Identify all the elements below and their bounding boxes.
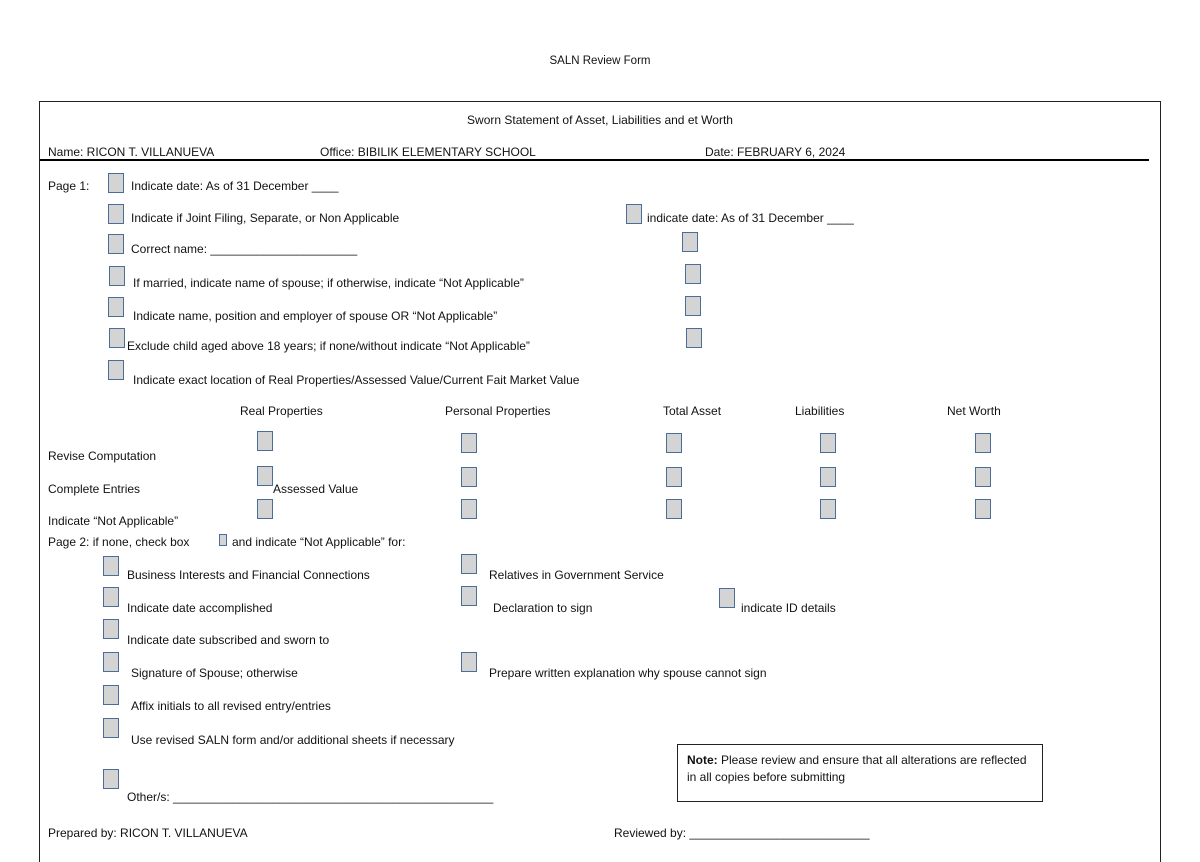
checkbox-child[interactable] bbox=[109, 328, 125, 348]
row-label: Complete Entries bbox=[48, 482, 141, 496]
grid-checkbox[interactable] bbox=[820, 433, 836, 453]
page2-item: Prepare written explanation why spouse cannot sign bbox=[489, 666, 767, 680]
grid-checkbox[interactable] bbox=[820, 467, 836, 487]
note-label: Note: bbox=[687, 753, 718, 767]
page2-item: indicate ID details bbox=[741, 601, 836, 615]
checkbox-spouse-employer[interactable] bbox=[108, 297, 124, 317]
grid-checkbox[interactable] bbox=[975, 499, 991, 519]
checkbox-revised-form[interactable] bbox=[103, 718, 119, 738]
page2-item: Indicate date accomplished bbox=[127, 601, 273, 615]
grid-checkbox[interactable] bbox=[257, 466, 273, 486]
note-text: Please review and ensure that all alterations are reflected in all copies before submitting bbox=[687, 753, 1027, 784]
checkbox-id-details[interactable] bbox=[719, 588, 735, 608]
checkbox-right[interactable] bbox=[686, 328, 702, 348]
page1-item: Correct name: ______________________ bbox=[131, 242, 358, 256]
checkbox-declaration[interactable] bbox=[461, 586, 477, 606]
checkbox-real-properties[interactable] bbox=[108, 360, 124, 380]
page1-item: Indicate name, position and employer of spouse OR “Not Applicable” bbox=[133, 309, 498, 323]
page2-intro-prefix: Page 2: if none, check box bbox=[48, 535, 190, 549]
checkbox-date-accomplished[interactable] bbox=[103, 587, 119, 607]
grid-checkbox[interactable] bbox=[666, 467, 682, 487]
page2-item: Other/s: ________________________________________________ bbox=[127, 790, 494, 804]
name-field: Name: RICON T. VILLANUEVA bbox=[48, 145, 215, 159]
row-label: Revise Computation bbox=[48, 449, 157, 463]
statement-title: Sworn Statement of Asset, Liabilities and et Worth bbox=[467, 113, 733, 127]
page1-item: Exclude child aged above 18 years; if none/without indicate “Not Applicable” bbox=[127, 339, 530, 353]
inline-checkbox-icon bbox=[219, 534, 227, 546]
page2-item: Declaration to sign bbox=[493, 601, 593, 615]
column-header: Real Properties bbox=[240, 404, 323, 418]
checkbox-others[interactable] bbox=[103, 769, 119, 789]
checkbox-right[interactable] bbox=[682, 232, 698, 252]
date-field: Date: FEBRUARY 6, 2024 bbox=[705, 145, 846, 159]
grid-checkbox[interactable] bbox=[257, 499, 273, 519]
page1-right-item: indicate date: As of 31 December ____ bbox=[647, 211, 854, 225]
checkbox-written-explanation[interactable] bbox=[461, 652, 477, 672]
page2-item: Use revised SALN form and/or additional sheets if necessary bbox=[131, 733, 455, 747]
checkbox-relatives[interactable] bbox=[461, 554, 477, 574]
form-title: SALN Review Form bbox=[549, 55, 651, 67]
checkbox-correct-name[interactable] bbox=[108, 234, 124, 254]
grid-checkbox[interactable] bbox=[666, 499, 682, 519]
grid-checkbox[interactable] bbox=[461, 499, 477, 519]
page2-intro-suffix: and indicate “Not Applicable” for: bbox=[232, 535, 406, 549]
prepared-by: Prepared by: RICON T. VILLANUEVA bbox=[48, 826, 248, 840]
assessed-value-label: Assessed Value bbox=[273, 482, 359, 496]
grid-checkbox[interactable] bbox=[975, 433, 991, 453]
column-header: Total Asset bbox=[663, 404, 722, 418]
checkbox-business[interactable] bbox=[103, 556, 119, 576]
page1-item: Indicate date: As of 31 December ____ bbox=[131, 179, 339, 193]
page2-item: Indicate date subscribed and sworn to bbox=[127, 633, 330, 647]
checkbox-right-date[interactable] bbox=[626, 204, 642, 224]
page1-item: Indicate exact location of Real Properties/Assessed Value/Current Fait Market Value bbox=[133, 373, 580, 387]
column-header: Liabilities bbox=[795, 404, 845, 418]
grid-checkbox[interactable] bbox=[820, 499, 836, 519]
page2-item: Affix initials to all revised entry/entries bbox=[131, 699, 331, 713]
checkbox-date[interactable] bbox=[108, 173, 124, 193]
checkbox-spouse[interactable] bbox=[109, 266, 125, 286]
row-label: Indicate “Not Applicable” bbox=[48, 514, 179, 528]
note-box bbox=[677, 744, 1043, 802]
grid-checkbox[interactable] bbox=[461, 467, 477, 487]
page1-item: Indicate if Joint Filing, Separate, or Non Applicable bbox=[131, 211, 400, 225]
page1-label: Page 1: bbox=[48, 179, 90, 193]
page1-item: If married, indicate name of spouse; if otherwise, indicate “Not Applicable” bbox=[133, 276, 524, 290]
page2-item: Relatives in Government Service bbox=[489, 568, 664, 582]
header-divider bbox=[40, 159, 1149, 161]
grid-checkbox[interactable] bbox=[975, 467, 991, 487]
checkbox-filing[interactable] bbox=[108, 204, 124, 224]
checkbox-date-subscribed[interactable] bbox=[103, 619, 119, 639]
reviewed-by: Reviewed by: ___________________________ bbox=[614, 826, 870, 840]
grid-checkbox[interactable] bbox=[257, 431, 273, 451]
page2-item: Business Interests and Financial Connections bbox=[127, 568, 370, 582]
checkbox-right[interactable] bbox=[685, 296, 701, 316]
page2-item: Signature of Spouse; otherwise bbox=[131, 666, 298, 680]
grid-checkbox[interactable] bbox=[666, 433, 682, 453]
checkbox-signature-spouse[interactable] bbox=[103, 652, 119, 672]
grid-checkbox[interactable] bbox=[461, 433, 477, 453]
checkbox-affix-initials[interactable] bbox=[103, 685, 119, 705]
office-field: Office: BIBILIK ELEMENTARY SCHOOL bbox=[320, 145, 536, 159]
column-header: Personal Properties bbox=[445, 404, 551, 418]
checkbox-right[interactable] bbox=[685, 264, 701, 284]
column-header: Net Worth bbox=[947, 404, 1001, 418]
